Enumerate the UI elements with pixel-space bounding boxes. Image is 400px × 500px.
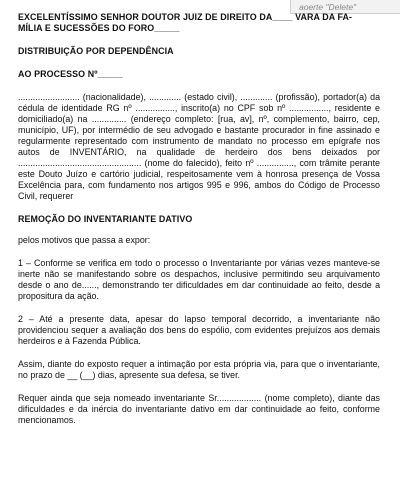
point-2-paragraph: 2 – Até a presente data, apesar do lapso temporal decorrido, a inventariante não providenciou sequer a avaliação dos bens do espólio, com evidentes prejuízos aos demais herdeiros e à Fazenda Pública. xyxy=(18,314,380,346)
point-1-paragraph: 1 – Conforme se verifica em todo o processo o Inventariante por várias vezes manteve-se inerte não se manifestando sobre os despachos, inclusive permitindo seu arquivamento desde o ano de......, demonstrando ter dificuldades em dar continuidade ao feito, desde a propositura da ação. xyxy=(18,258,380,301)
heading-line-2: MÍLIA E SUCESSÕES DO FORO_____ xyxy=(18,23,180,33)
heading-line-1: EXCELENTÍSSIMO SENHOR DOUTOR JUIZ DE DIREITO DA____ VARA DA FA- xyxy=(18,12,353,22)
motives-intro: pelos motivos que passa a expor: xyxy=(18,235,151,245)
distribution-title: DISTRIBUIÇÃO POR DEPENDÊNCIA xyxy=(18,46,174,56)
document-page xyxy=(18,12,380,426)
section-title: REMOÇÃO DO INVENTARIANTE DATIVO xyxy=(18,214,193,224)
process-number-label: AO PROCESSO Nº_____ xyxy=(18,69,123,79)
request-paragraph: Requer ainda que seja nomeado inventariante Sr.................. (nome completo), diante das dificuldades e da inércia do inventariante dativo em dar continuidade ao feito, conforme mencionamos. xyxy=(18,393,380,425)
intro-paragraph: ......................... (nacionalidade), ............. (estado civil), ............. (profissão), portador(a) da cédula de identidade RG nº ................, inscrito(a) no CPF sob nº ................, residente e domiciliado(a) na .............. (endereço completo: [rua, av], nº, complemento, bairro, cep, município, UF), por intermédio de seu advogado e bastante procurador in fine assinado e regularmente representado com instrumento de mandato no processo em epígrafe nos autos de INVENTÁRIO, na qualidade de herdeiro dos bens deixados por .................................................. (nome do falecido), feito nº ..............., com trâmite perante este Douto Juízo e cartório judicial, respeitosamente vem à honrosa presença de Vossa Excelência para, com fundamento nos artigos 995 e 996, ambos do Código de Processo Civil, requerer xyxy=(18,92,380,201)
delete-hint-box: aoerte "Delete" xyxy=(290,0,400,14)
notice-paragraph: Assim, diante do exposto requer a intimação por esta própria via, para que o inventariante, no prazo de __ (__) dias, apresente sua defesa, se tiver. xyxy=(18,359,380,380)
